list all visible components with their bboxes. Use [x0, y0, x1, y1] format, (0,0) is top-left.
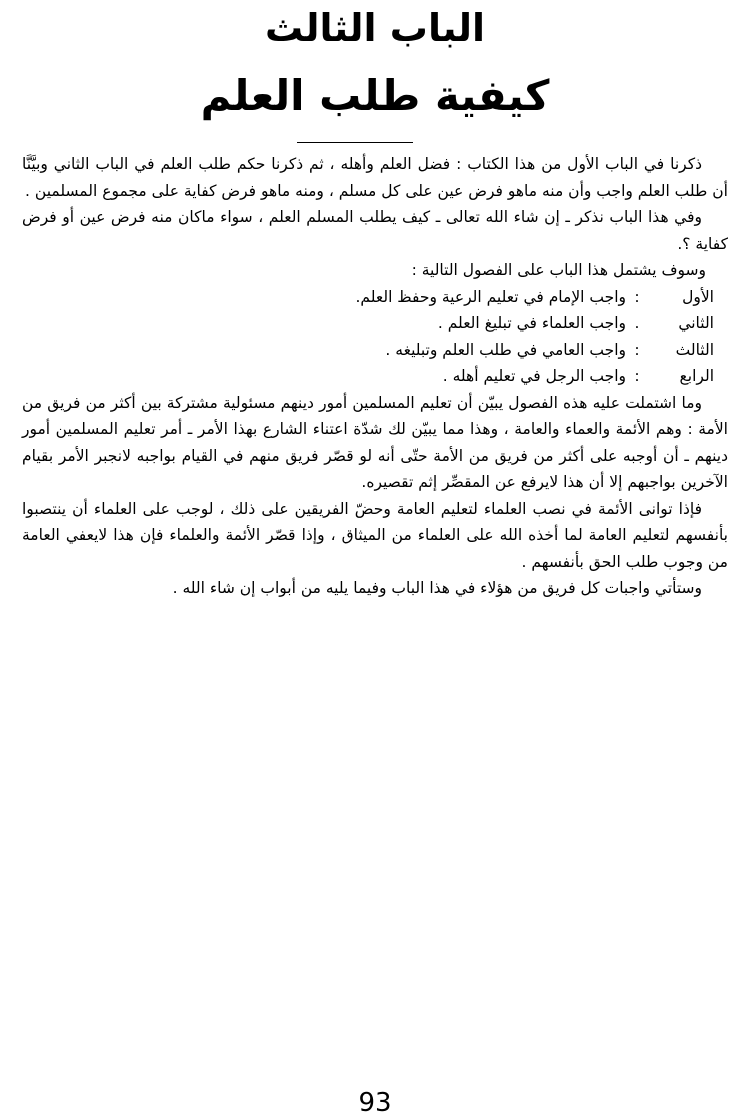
- chapter-heading: الباب الثالث: [264, 6, 486, 50]
- list-item: [22, 284, 728, 311]
- list-item-text: واجب العلماء في تبليغ العلم .: [437, 314, 626, 332]
- body-text: [22, 151, 728, 602]
- list-item-label: الرابع: [679, 367, 714, 385]
- list-item-separator: .: [634, 314, 640, 332]
- list-item-separator: :: [634, 287, 640, 306]
- paragraph-closing: وستأتي واجبات كل فريق من هؤلاء في هذا الباب وفيما يليه من أبواب إن شاء الله .: [172, 579, 702, 597]
- paragraph-purpose: وفي هذا الباب نذكر ـ إن شاء الله تعالى ـ كيف يطلب المسلم العلم ، سواء ماكان منه فرض عين أو فرض كفاية ؟.: [22, 208, 728, 253]
- list-item-separator: :: [634, 340, 640, 359]
- list-item-text: واجب الرجل في تعليم أهله .: [442, 367, 626, 385]
- title-divider: [297, 142, 413, 143]
- chapters-list-intro-text: وسوف يشتمل هذا الباب على الفصول التالية :: [411, 261, 706, 279]
- paragraph-intro: ذكرنا في الباب الأول من هذا الكتاب : فضل العلم وأهله ، ثم ذكرنا حكم طلب العلم في الباب الثاني وبيَّنَّا أن طلب العلم واجب وأن منه ماهو فرض عين على كل مسلم ، ومنه ماهو فرض كفاية على مجموع المسلمين .: [22, 155, 728, 200]
- paragraph-imams-duty: فإذا توانى الأئمة في نصب العلماء لتعليم العامة وحضّ الفريقين على ذلك ، لوجب على العلماء أن ينتصبوا بأنفسهم لتعليم العامة لما أخذه الله على العلماء من الميثاق ، وإذا قصّر الأئمة والعلماء فإن هذا لايعفي العامة من وجوب طلب الحق بأنفسهم .: [22, 499, 728, 571]
- paragraph-shared-responsibility: وما اشتملت عليه هذه الفصول يبيّن أن تعليم المسلمين أمور دينهم مسئولية مشتركة بين أكثر من فريق من الأمة : وهم الأئمة والعماء والعامة ، وهذا مما يبيّن لك شدّة اعتناء الشارع بهذا الأمر ـ أمر تعليم المسلمين أمور دينهم ـ أن أوجبه على أكثر من فريق من الأمة حتّى أنه لو قصّر فريق منهم في القيام بواجبه لانجبر الأمر بقيام الآخرين بواجبهم إلا أن هذا لايرفع عن المقصِّر إثم تقصيره.: [22, 393, 728, 491]
- chapters-list: [22, 257, 728, 390]
- list-item-label: الثالث: [675, 340, 714, 359]
- list-item-label: الأول: [682, 287, 714, 306]
- page-number: 93: [358, 1088, 392, 1118]
- list-item: [22, 337, 728, 364]
- list-item-label: الثاني: [678, 314, 714, 332]
- list-item: [22, 363, 728, 390]
- list-item-text: واجب الإمام في تعليم الرعية وحفظ العلم.: [355, 287, 626, 306]
- list-item-separator: :: [634, 367, 640, 385]
- chapters-list-intro: [22, 257, 728, 284]
- chapter-title: كيفية طلب العلم: [200, 71, 550, 120]
- list-item-text: واجب العامي في طلب العلم وتبليغه .: [385, 340, 626, 359]
- list-item: [22, 310, 728, 337]
